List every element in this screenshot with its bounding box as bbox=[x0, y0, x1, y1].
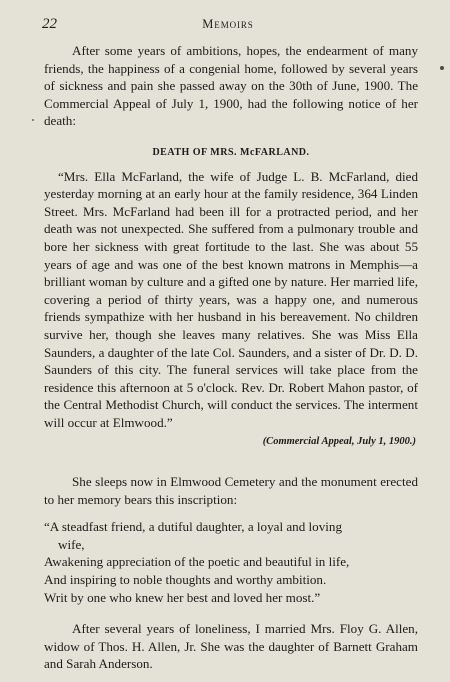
inscription-line-4: Writ by one who knew her best and loved her most.” bbox=[44, 589, 321, 605]
cemetery-paragraph: She sleeps now in Elmwood Cemetery and the monument erected to her memory bears this inscription: bbox=[44, 474, 418, 507]
inscription-line-3: And inspiring to noble thoughts and worthy ambition. bbox=[44, 572, 327, 588]
page-number: 22 bbox=[42, 16, 57, 32]
death-notice-heading: DEATH OF MRS. McFARLAND. bbox=[152, 146, 310, 158]
margin-dot-mark bbox=[32, 119, 34, 121]
death-notice-citation: (Commercial Appeal, July 1, 1900.) bbox=[262, 436, 416, 448]
inscription-line-1-continued: wife, bbox=[58, 536, 85, 552]
intro-paragraph: After some years of ambitions, hopes, the endearment of many friends, the happiness of a congenial home, followed by several years of sickness and pain she passed away on the 30th of June, 1900. The Commercial Appeal of July 1, 1900, had the following notice of her death: bbox=[44, 43, 418, 129]
running-title: Memoirs bbox=[202, 17, 254, 31]
page-content bbox=[44, 42, 418, 673]
remarriage-paragraph: After several years of loneliness, I married Mrs. Floy G. Allen, widow of Thos. H. Allen, Jr. She was the daughter of Barnett Graham and Sarah Anderson. bbox=[44, 621, 418, 672]
print-speck-mark bbox=[440, 66, 444, 70]
death-notice-body: “Mrs. Ella McFarland, the wife of Judge L. B. McFarland, died yesterday morning at an early hour at the family residence, 364 Linden Street. Mrs. McFarland had been ill for a protracted period, and her death was not unexpected. She suffered from a pulmonary trouble and bore her sickness with great fortitude to the last. She was about 55 years of age and was one of the best known matrons in Memphis—a brilliant woman by culture and a gifted one by nature. Her married life, covering a period of thirty years, was a happy one, and numerous friends sympathize with her husband in his bereavement. No children survive her, though she leaves many relatives. She was Miss Ella Saunders, a daughter of the late Col. Saunders, and a sister of Dr. D. D. Saunders of this city. The funeral services will take place from the residence this afternoon at 5 o'clock. Rev. Dr. Robert Mahon pastor, of the Central Methodist Church, will conduct the services. The interment will occur at Elmwood.” bbox=[44, 168, 418, 430]
inscription-line-2: Awakening appreciation of the poetic and beautiful in life, bbox=[44, 554, 350, 570]
page-header bbox=[42, 16, 414, 36]
monument-inscription bbox=[44, 518, 418, 606]
inscription-line-1: “A steadfast friend, a dutiful daughter, a loyal and loving bbox=[44, 519, 342, 535]
